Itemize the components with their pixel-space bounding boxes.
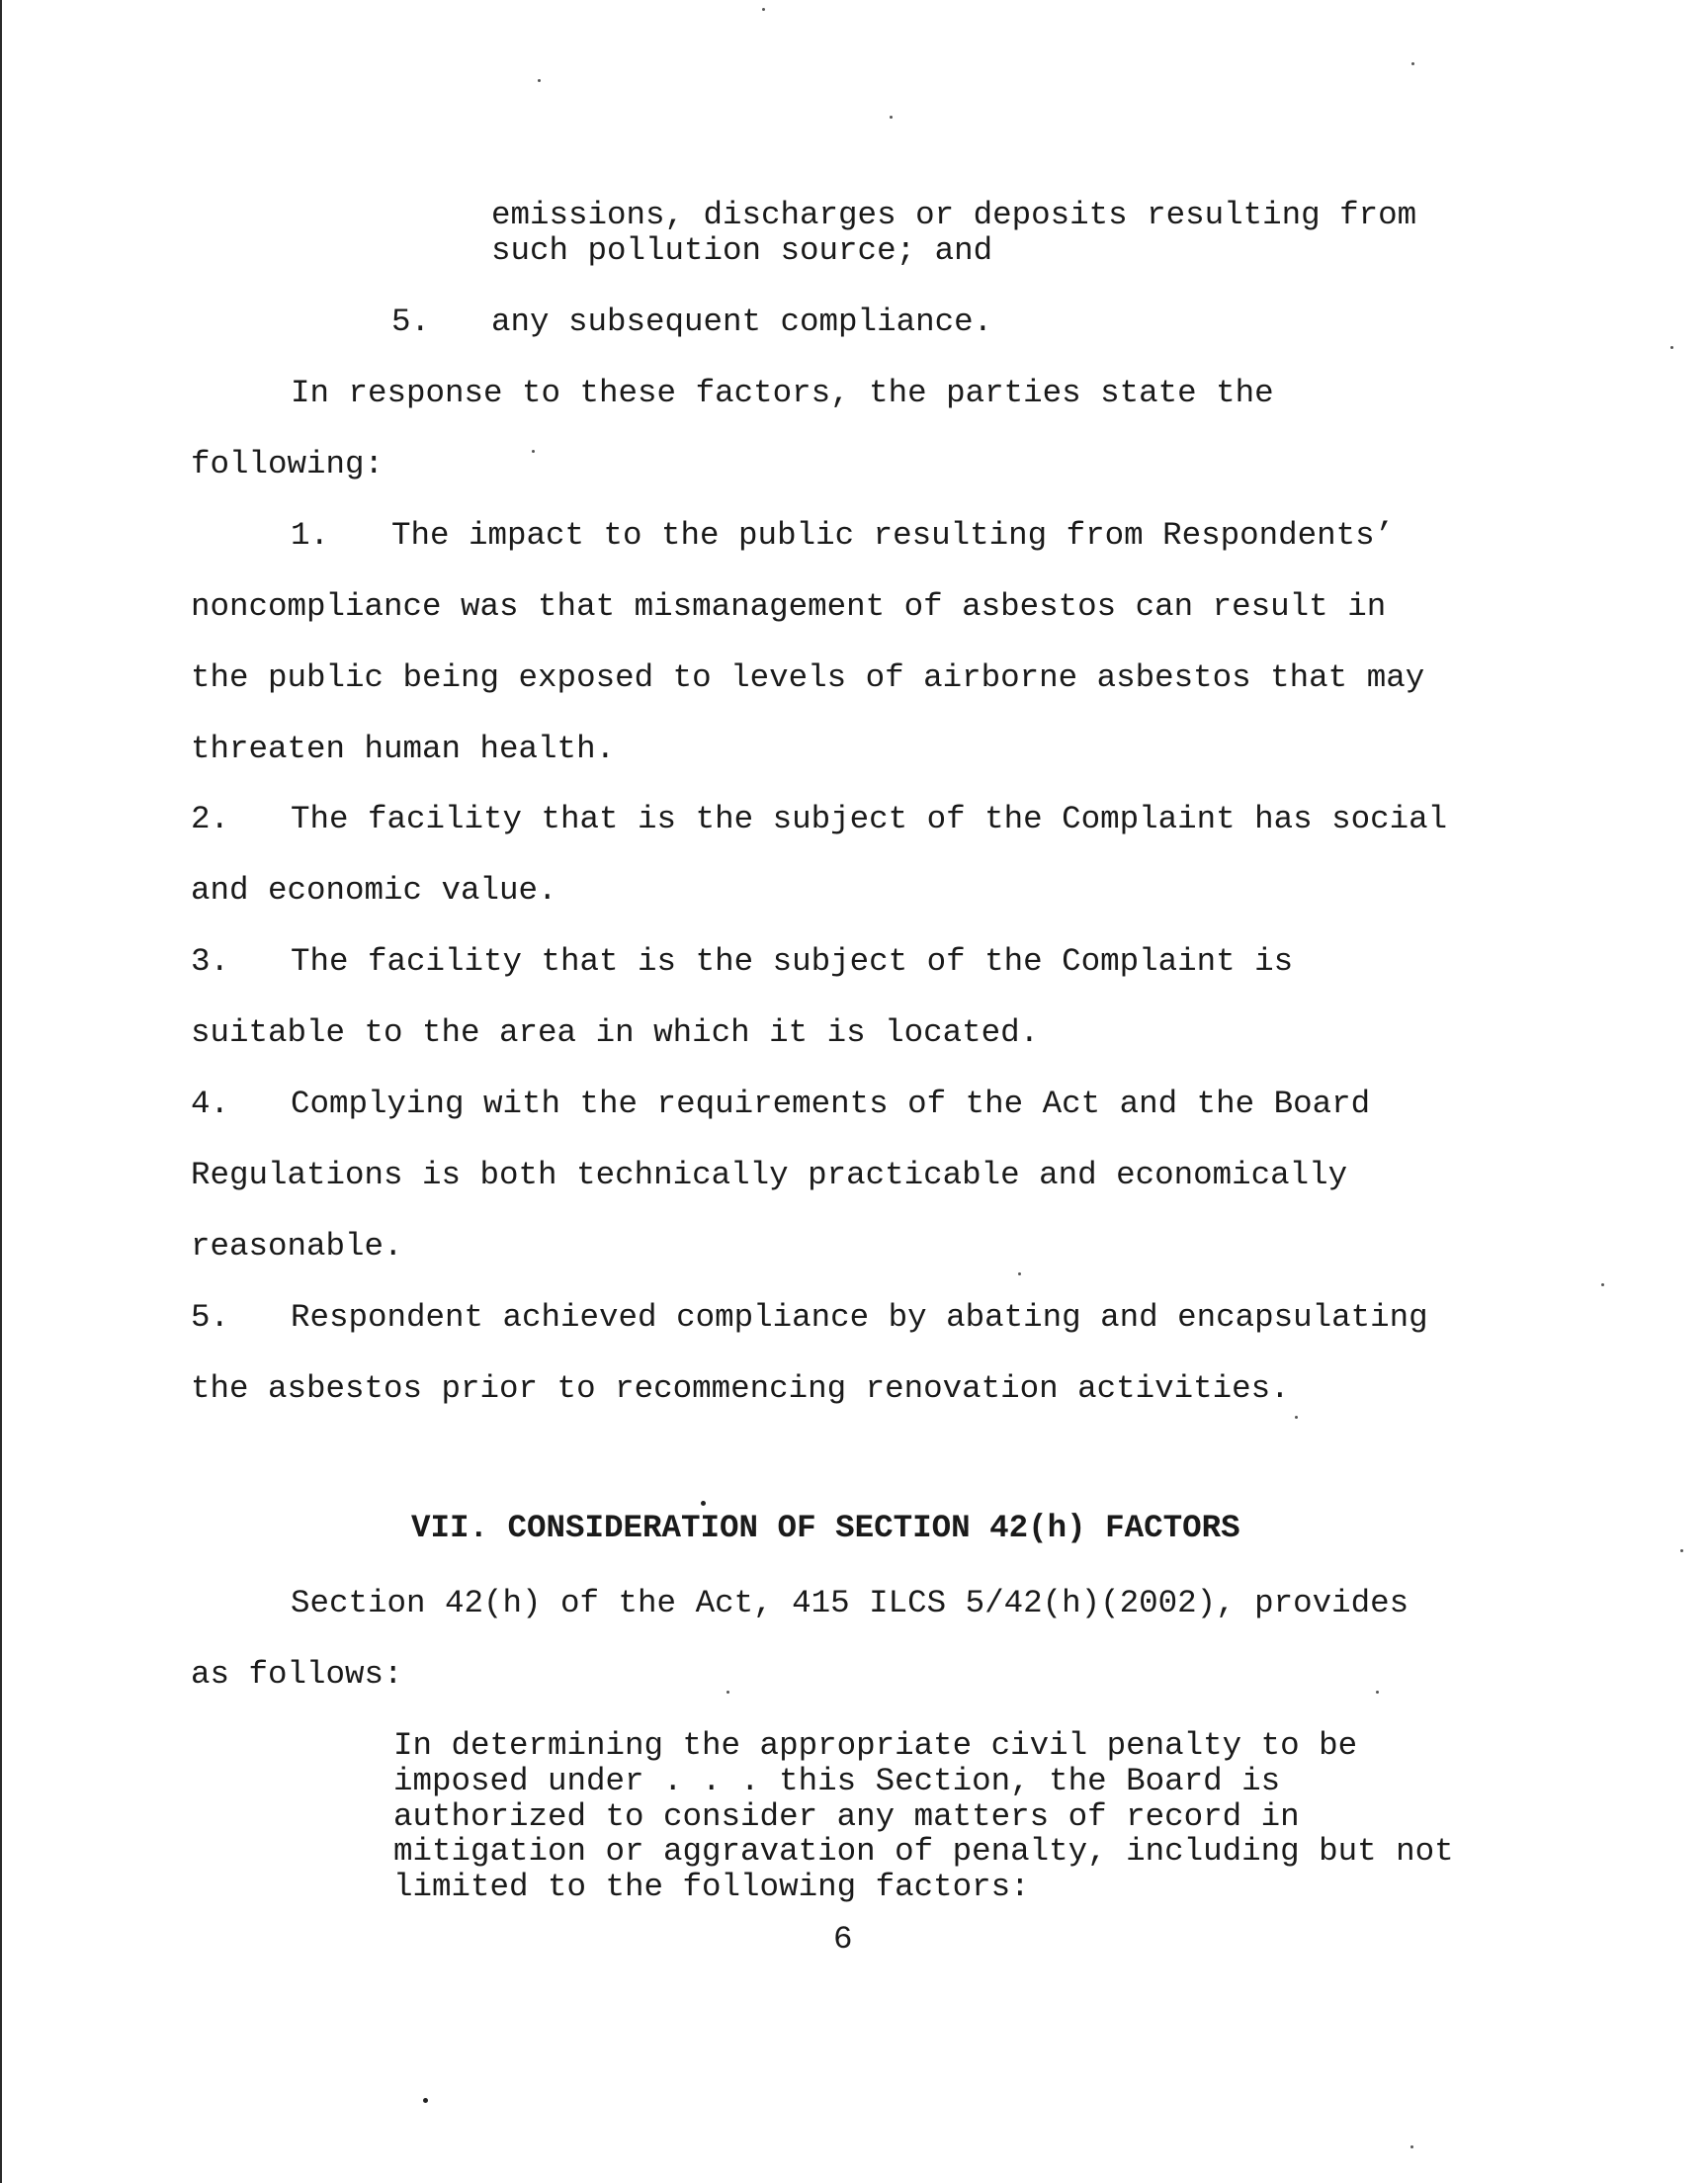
scan-speck — [1601, 1283, 1604, 1286]
text-line: following: — [191, 446, 384, 482]
text-line: Respondent achieved compliance by abating and encapsulating — [291, 1299, 1428, 1336]
scan-speck — [1018, 1272, 1021, 1275]
text-line: Regulations is both technically practicable and economically — [191, 1157, 1348, 1193]
scan-speck — [1411, 62, 1414, 65]
text-line: In response to these factors, the parties state the — [291, 375, 1274, 411]
scan-speck — [1680, 1549, 1683, 1552]
list-number: 4. — [191, 1086, 230, 1122]
text-line: Section 42(h) of the Act, 415 ILCS 5/42(h)(2002), provides — [291, 1585, 1409, 1621]
scan-speck — [701, 1501, 706, 1506]
quote-line: mitigation or aggravation of penalty, including but not — [393, 1833, 1454, 1870]
text-line: suitable to the area in which it is located. — [191, 1014, 1040, 1051]
scan-speck — [1410, 2145, 1413, 2148]
scan-speck — [762, 8, 765, 11]
quote-line: In determining the appropriate civil penalty to be — [393, 1727, 1358, 1764]
text-line: and economic value. — [191, 872, 557, 909]
list-number: 3. — [191, 943, 230, 980]
text-line: The impact to the public resulting from Respondents’ — [391, 517, 1395, 554]
text-line: The facility that is the subject of the Complaint is — [291, 943, 1294, 980]
text-line: the public being exposed to levels of airborne asbestos that may — [191, 659, 1425, 696]
text-line: The facility that is the subject of the Complaint has social — [291, 801, 1448, 837]
page-number: 6 — [833, 1921, 853, 1958]
scan-speck — [423, 2098, 428, 2103]
scan-speck — [890, 116, 893, 119]
text-line: emissions, discharges or deposits resulting from — [491, 197, 1417, 233]
list-number: 5. — [391, 304, 431, 340]
text-line: reasonable. — [191, 1228, 403, 1265]
section-heading: VII. CONSIDERATION OF SECTION 42(h) FACTORS — [411, 1510, 1240, 1546]
quote-line: authorized to consider any matters of record in — [393, 1798, 1300, 1835]
text-line: threaten human health. — [191, 731, 616, 767]
scan-left-edge — [0, 0, 2, 2183]
scan-speck — [1295, 1416, 1298, 1419]
scan-speck — [532, 450, 535, 453]
text-line: any subsequent compliance. — [491, 304, 993, 340]
scan-speck — [1376, 1691, 1379, 1694]
text-line: Complying with the requirements of the Act and the Board — [291, 1086, 1371, 1122]
scan-speck — [1670, 346, 1673, 349]
scan-speck — [726, 1691, 729, 1694]
text-line: the asbestos prior to recommencing renovation activities. — [191, 1370, 1290, 1407]
quote-line: limited to the following factors: — [393, 1869, 1030, 1905]
text-line: such pollution source; and — [491, 232, 993, 269]
quote-line: imposed under . . . this Section, the Board is — [393, 1763, 1281, 1799]
list-number: 2. — [191, 801, 230, 837]
text-line: noncompliance was that mismanagement of asbestos can result in — [191, 588, 1387, 625]
text-line: as follows: — [191, 1656, 403, 1693]
list-number: 5. — [191, 1299, 230, 1336]
scan-speck — [538, 79, 541, 82]
list-number: 1. — [291, 517, 330, 554]
